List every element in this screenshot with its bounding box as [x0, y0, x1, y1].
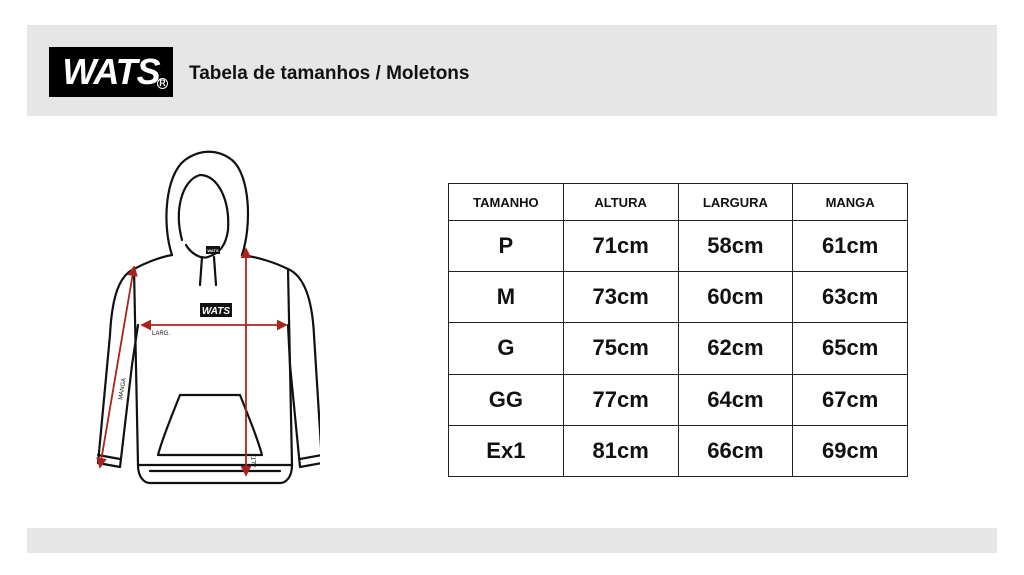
cell-sleeve: 61cm: [793, 221, 908, 272]
logo-text: WATS: [62, 51, 160, 92]
cell-height: 81cm: [563, 425, 678, 476]
width-label: LARG.: [152, 331, 171, 337]
page-title: Tabela de tamanhos / Moletons: [189, 63, 470, 84]
hoodie-illustration: [90, 145, 320, 495]
cell-size: G: [449, 323, 564, 374]
table-row: [449, 374, 908, 425]
cell-size: M: [449, 272, 564, 323]
cell-width: 64cm: [678, 374, 793, 425]
header-width: LARGURA: [678, 184, 793, 221]
right-sleeve: [288, 269, 320, 467]
header-bar: [27, 25, 997, 116]
left-sleeve: [98, 269, 138, 467]
table-row: [449, 323, 908, 374]
cell-size: GG: [449, 374, 564, 425]
size-table: [448, 183, 908, 477]
sleeve-label: MANGA: [118, 377, 128, 401]
table-row: [449, 221, 908, 272]
table-row: [449, 425, 908, 476]
cell-size: P: [449, 221, 564, 272]
cell-width: 60cm: [678, 272, 793, 323]
header-height: ALTURA: [563, 184, 678, 221]
hood-outline: [166, 152, 248, 255]
sleeve-arrow: [100, 267, 134, 467]
cell-sleeve: 65cm: [793, 323, 908, 374]
cell-sleeve: 69cm: [793, 425, 908, 476]
cell-width: 58cm: [678, 221, 793, 272]
footer-bar: [27, 528, 997, 553]
header-sleeve: MANGA: [793, 184, 908, 221]
body-outline: [134, 255, 292, 465]
cell-width: 66cm: [678, 425, 793, 476]
cell-height: 73cm: [563, 272, 678, 323]
cell-size: Ex1: [449, 425, 564, 476]
height-label: ALT.: [252, 455, 258, 467]
chest-logo-text: WATS: [201, 306, 231, 317]
cell-sleeve: 63cm: [793, 272, 908, 323]
cell-height: 71cm: [563, 221, 678, 272]
waistband: [138, 465, 292, 483]
cell-height: 77cm: [563, 374, 678, 425]
registered-mark-icon: R: [157, 78, 168, 89]
label-tag-text: WATS: [207, 248, 219, 253]
header-size: TAMANHO: [449, 184, 564, 221]
table-header-row: [449, 184, 908, 221]
table-row: [449, 272, 908, 323]
cell-height: 75cm: [563, 323, 678, 374]
wats-logo: [49, 47, 173, 97]
cell-sleeve: 67cm: [793, 374, 908, 425]
cell-width: 62cm: [678, 323, 793, 374]
